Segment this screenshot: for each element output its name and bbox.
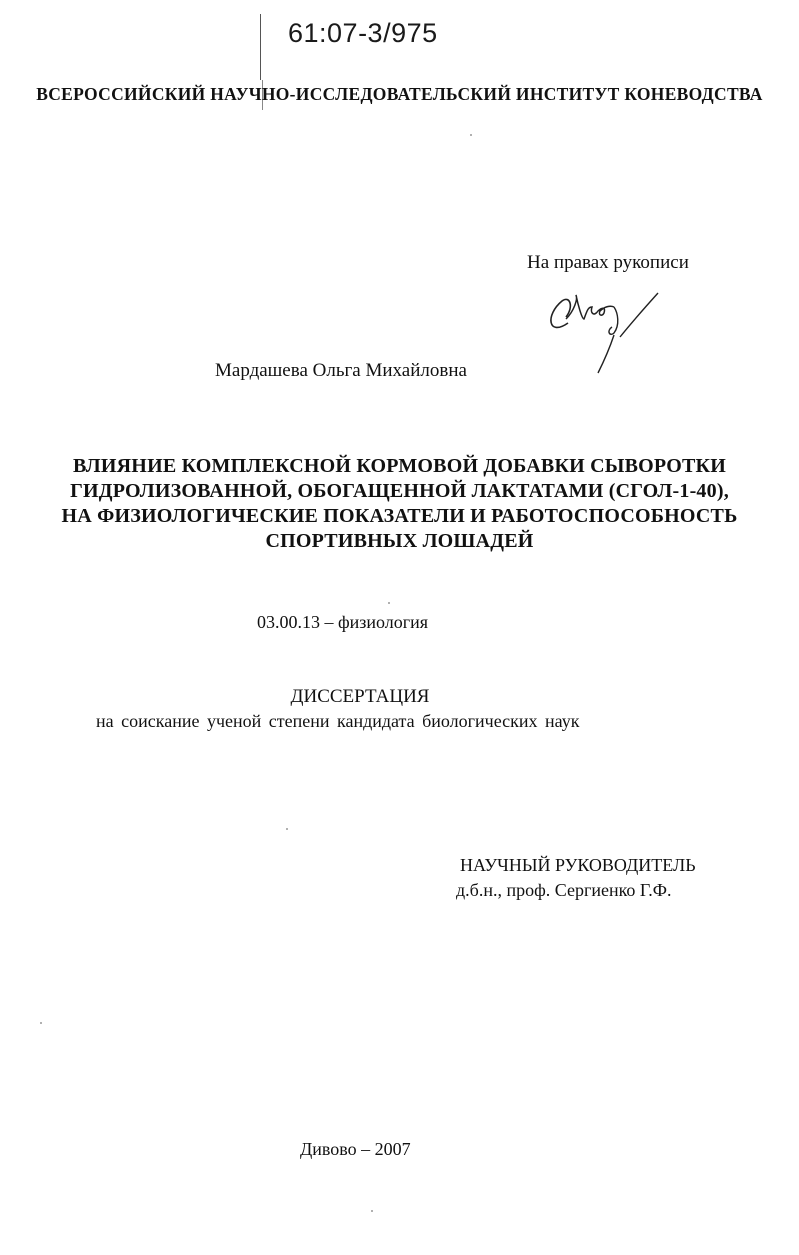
title-line: НА ФИЗИОЛОГИЧЕСКИЕ ПОКАЗАТЕЛИ И РАБОТОСПОСОБНОСТЬ (61, 505, 738, 527)
scan-speck (40, 1022, 42, 1024)
scan-speck (286, 828, 288, 830)
title-line: СПОРТИВНЫХ ЛОШАДЕЙ (265, 530, 534, 552)
stamp-border-line (260, 14, 261, 80)
institute-name: ВСЕРОССИЙСКИЙ НАУЧНО-ИССЛЕДОВАТЕЛЬСКИЙ ИНСТИТУТ КОНЕВОДСТВА (36, 84, 763, 104)
archive-number: 61:07-3/975 (288, 18, 438, 48)
place-year: Дивово – 2007 (300, 1139, 411, 1159)
supervisor-name: д.б.н., проф. Сергиенко Г.Ф. (456, 880, 672, 900)
degree-line: на соискание ученой степени кандидата биологических наук (96, 711, 580, 731)
author-name: Мардашева Ольга Михайловна (215, 360, 467, 381)
dissertation-title (0, 454, 799, 554)
scan-speck (371, 1210, 373, 1212)
supervisor-heading: НАУЧНЫЙ РУКОВОДИТЕЛЬ (460, 855, 696, 875)
document-type: ДИССЕРТАЦИЯ (290, 686, 430, 707)
specialty-code: 03.00.13 – физиология (257, 612, 429, 632)
signature (540, 285, 670, 380)
manuscript-note: На правах рукописи (527, 252, 689, 273)
title-line: ГИДРОЛИЗОВАННОЙ, ОБОГАЩЕННОЙ ЛАКТАТАМИ (СГОЛ-1-40), (70, 480, 729, 502)
scan-speck (470, 134, 472, 136)
title-line: ВЛИЯНИЕ КОМПЛЕКСНОЙ КОРМОВОЙ ДОБАВКИ СЫВОРОТКИ (73, 455, 726, 477)
scan-speck (388, 602, 390, 604)
